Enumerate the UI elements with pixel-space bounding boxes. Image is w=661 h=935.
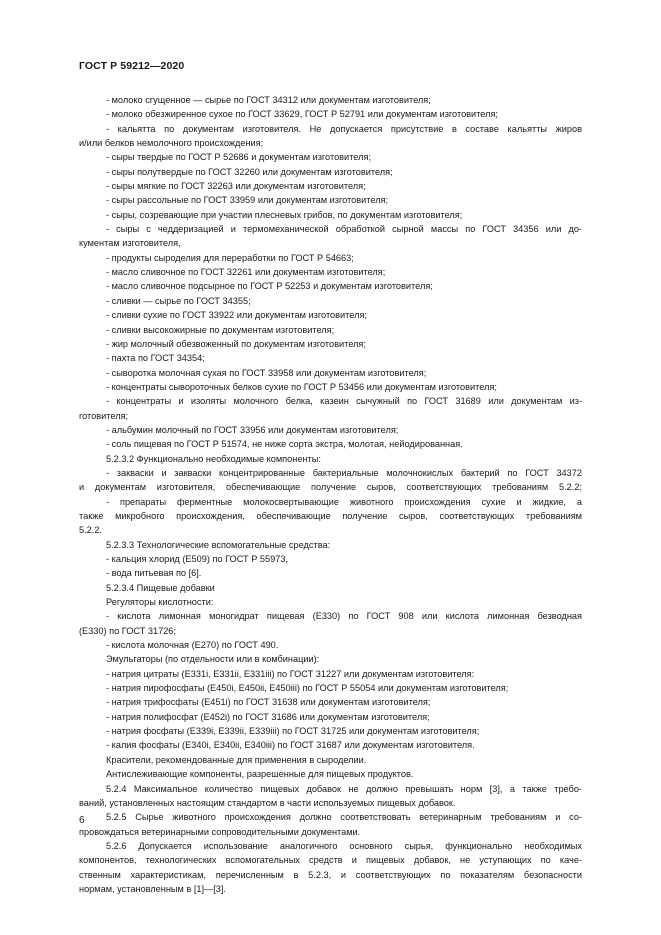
text-line: компонентов, технологических вспомогательных средств и пищевых добавок, не уступающих по каче-: [79, 855, 582, 866]
text-line: - масло сливочное подсырное по ГОСТ Р 52253 и документам изготовителя;: [106, 281, 433, 292]
text-line: - пахта по ГОСТ 34354;: [106, 353, 205, 364]
text-line: - жир молочный обезвоженный по документам изготовителя;: [106, 338, 366, 349]
text-line: и документам изготовителя, обеспечивающие получение сыров, соответствующих требованиям 5.2.2;: [79, 482, 582, 493]
text-line: - сыры полутвердые по ГОСТ 32260 или документам изготовителя;: [106, 166, 393, 177]
text-line: - сыры мягкие по ГОСТ 32263 или документам изготовителя;: [106, 181, 366, 192]
text-line: - сливки — сырье по ГОСТ 34355;: [106, 295, 251, 306]
text-line: - закваски и закваски концентрированные бактериальные молочнокислых бактерий по ГОСТ 34372: [106, 467, 582, 478]
text-line: Эмульгаторы (по отдельности или в комбинации):: [106, 654, 320, 665]
text-line: - натрия трифосфаты (Е451i) по ГОСТ 31638 или документам изготовителя;: [106, 697, 431, 708]
text-line: 5.2.3.2 Функционально необходимые компоненты:: [106, 453, 321, 464]
text-line: - вода питьевая по [6].: [106, 568, 202, 579]
text-line: - молоко обезжиренное сухое по ГОСТ 33629, ГОСТ Р 52791 или документам изготовителя;: [106, 109, 498, 120]
text-line: кументам изготовителя,: [79, 238, 181, 249]
text-line: 5.2.3.4 Пищевые добавки: [106, 582, 215, 593]
text-line: - кислота лимонная моногидрат пищевая (Е330) по ГОСТ 908 или кислота лимонная безводная: [106, 611, 582, 622]
text-line: - кальятта по документам изготовителя. Не допускается присутствие в составе кальятты жиров: [106, 123, 582, 134]
text-line: Регуляторы кислотности:: [106, 597, 214, 608]
text-line: и/или белков немолочного происхождения;: [79, 138, 264, 149]
text-line: - масло сливочное по ГОСТ 32261 или документам изготовителя;: [106, 267, 386, 278]
text-line: - кислота молочная (Е270) по ГОСТ 490.: [106, 640, 279, 651]
text-line: 5.2.5 Сырье животного происхождения должно соответствовать ветеринарным требованиям и со-: [106, 812, 582, 823]
text-line: - сыры рассольные по ГОСТ 33959 или документам изготовителя;: [106, 195, 389, 206]
document-header: ГОСТ Р 59212—2020: [79, 60, 185, 72]
text-line: - сливки высокожирные по документам изготовителя;: [106, 324, 335, 335]
text-line: - натрия фосфаты (Е339i, Е339ii, Е339iii) по ГОСТ 31725 или документам изготовителя;: [106, 726, 480, 737]
text-line: - калия фосфаты (Е340i, Е340ii, Е340iii) по ГОСТ 31687 или документам изготовителя.: [106, 740, 475, 751]
text-line: - молоко сгущенное — сырье по ГОСТ 34312 или документам изготовителя;: [106, 95, 431, 105]
document-body: [79, 93, 582, 896]
text-line: нормам, установленным в [1]—[3].: [79, 883, 226, 894]
text-line: провождаться ветеринарными сопроводительными документами.: [79, 826, 361, 837]
text-line: 5.2.3.3 Технологические вспомогательные средства:: [106, 539, 331, 550]
text-line: ваний, установленных настоящим стандартом в части используемых пищевых добавок.: [79, 797, 456, 808]
text-line: Красители, рекомендованные для применения в сыроделии.: [106, 754, 367, 765]
text-line: - натрия цитраты (Е331i, Е331ii, Е331iii) по ГОСТ 31227 или документам изготовителя:: [106, 668, 475, 679]
text-line: - соль пищевая по ГОСТ Р 51574, не ниже сорта экстра, молотая, нейодированная.: [106, 439, 463, 450]
text-line: - сыры твердые по ГОСТ Р 52686 и документам изготовителя;: [106, 152, 371, 163]
text-line: - концентраты сывороточных белков сухие по ГОСТ Р 53456 или документам изготовителя;: [106, 381, 497, 392]
text-line: - натрия полифосфат (Е452i) по ГОСТ 31686 или документам изготовителя;: [106, 711, 430, 722]
text-line: - концентраты и изоляты молочного белка, казеин сычужный по ГОСТ 31689 или документам из-: [106, 396, 582, 407]
text-line: 5.2.4 Максимальное количество пищевых добавок не должно превышать норм [3], а также требо-: [106, 783, 582, 794]
text-line: (Е330) по ГОСТ 31726;: [79, 625, 176, 636]
text-line: - сыворотка молочная сухая по ГОСТ 33958 или документам изготовителя;: [106, 367, 427, 378]
text-line: ственным характеристикам, перечисленным в 5.2.3, и соответствующих по показателям безопасности: [79, 869, 582, 880]
text-line: 5.2.2.: [79, 525, 102, 536]
text-line: - сыры с чеддеризацией и термомеханической обработкой сырной массы по ГОСТ 34356 или до-: [106, 224, 582, 235]
text-line: - натрия пирофосфаты (Е450i, Е450ii, Е450iii) по ГОСТ Р 55054 или документам изготовителя;: [106, 683, 509, 694]
text-line: 5.2.6 Допускается использование аналогичного основного сырья, функционально необходимых: [106, 840, 582, 851]
text-line: также микробного происхождения, обеспечивающие получение сыров, соответствующих требованиям: [79, 510, 582, 521]
text-line: - альбумин молочный по ГОСТ 33956 или документам изготовителя;: [106, 424, 399, 435]
text-line: - кальция хлорид (Е509) по ГОСТ Р 55973,: [106, 554, 288, 564]
text-line: готовителя;: [79, 410, 129, 421]
page-number: 6: [79, 815, 85, 826]
text-line: - сыры, созревающие при участии плесневых грибов, по документам изготовителя;: [106, 209, 463, 220]
text-line: - продукты сыроделия для переработки по ГОСТ Р 54663;: [106, 252, 354, 263]
text-line: - препараты ферментные молокосвертывающие животного происхождения сухие и жидкие, а: [106, 496, 582, 507]
text-line: Антислеживающие компоненты, разрешенные для пищевых продуктов.: [106, 769, 414, 780]
text-line: - сливки сухие по ГОСТ 33922 или документам изготовителя;: [106, 310, 367, 321]
